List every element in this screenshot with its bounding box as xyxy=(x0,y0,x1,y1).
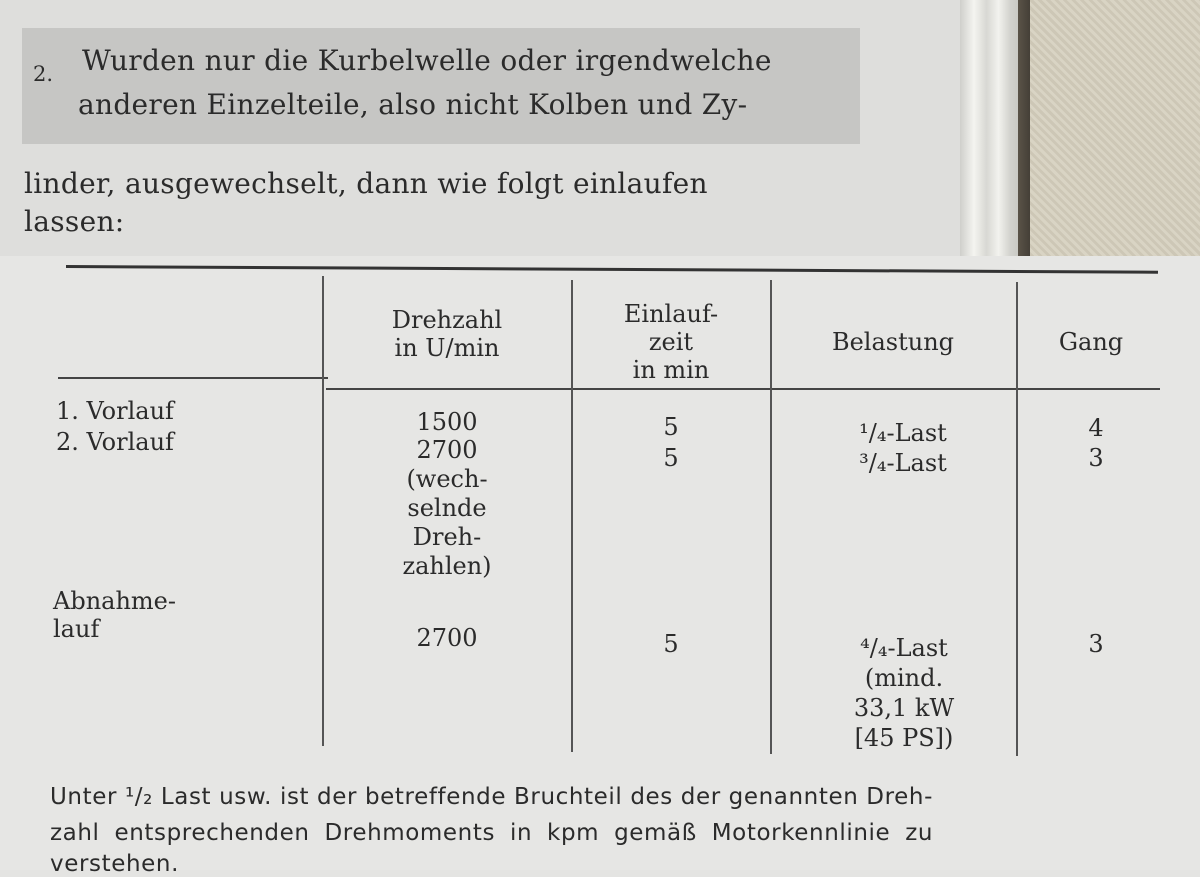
header-text: Drehzahl xyxy=(391,306,503,334)
cell-text: selnde xyxy=(407,494,487,522)
paragraph-line: linder, ausgewechselt, dann wie folgt einlaufen xyxy=(24,167,708,200)
footnote-line: zahl entsprechenden Drehmoments in kpm gemäß Motorkennlinie zu xyxy=(50,820,934,846)
cell-drehzahl xyxy=(322,436,572,581)
header-text: Einlauf- xyxy=(623,300,719,328)
cell-text: (wech- xyxy=(406,465,488,493)
cell-drehzahl: 2700 xyxy=(416,624,478,652)
footnote-line: verstehen. xyxy=(50,851,179,877)
cell-text: Dreh- xyxy=(412,523,482,551)
footnote-line: Unter ¹/₂ Last usw. ist der betreffende Bruchteil des der genannten Dreh- xyxy=(50,784,933,810)
row-label: 2. Vorlauf xyxy=(56,428,174,456)
header-einlaufzeit xyxy=(571,300,771,384)
book-cover-fabric xyxy=(1030,0,1200,260)
header-gang: Gang xyxy=(1058,328,1124,356)
cell-belastung: ¹/₄-Last xyxy=(859,419,947,447)
row-label: 1. Vorlauf xyxy=(56,397,174,425)
cell-text: 2700 xyxy=(416,436,478,464)
paragraph-line: lassen: xyxy=(24,205,125,238)
cell-belastung: ³/₄-Last xyxy=(859,449,947,477)
item-number: 2. xyxy=(33,62,54,86)
cell-drehzahl: 1500 xyxy=(416,408,478,436)
cell-einlaufzeit: 5 xyxy=(663,630,679,658)
cell-einlaufzeit: 5 xyxy=(663,444,679,472)
table-header-rule xyxy=(326,388,1160,390)
cell-gang: 3 xyxy=(1088,630,1104,658)
cell-text: ⁴/₄-Last xyxy=(860,634,948,662)
cell-text: [45 PS]) xyxy=(854,724,954,752)
cell-text: 33,1 kW xyxy=(853,694,955,722)
header-text: zeit xyxy=(648,328,694,356)
header-text: in min xyxy=(632,356,710,384)
cell-text: Abnahme- xyxy=(53,587,176,615)
header-drehzahl xyxy=(322,306,572,362)
paragraph-line: Wurden nur die Kurbelwelle oder irgendwelche xyxy=(82,44,772,77)
row-label xyxy=(53,587,176,643)
cell-belastung xyxy=(776,633,1032,753)
cell-gang: 3 xyxy=(1088,444,1104,472)
paragraph-line: anderen Einzelteile, also nicht Kolben und Zy- xyxy=(78,88,748,121)
header-text: in U/min xyxy=(394,334,500,362)
cell-text: lauf xyxy=(53,615,100,643)
cell-einlaufzeit: 5 xyxy=(663,413,679,441)
cell-text: zahlen) xyxy=(402,552,492,580)
header-belastung: Belastung xyxy=(831,328,955,356)
cell-gang: 4 xyxy=(1088,414,1104,442)
cell-text: (mind. xyxy=(864,664,944,692)
table-header-rule xyxy=(58,377,328,379)
